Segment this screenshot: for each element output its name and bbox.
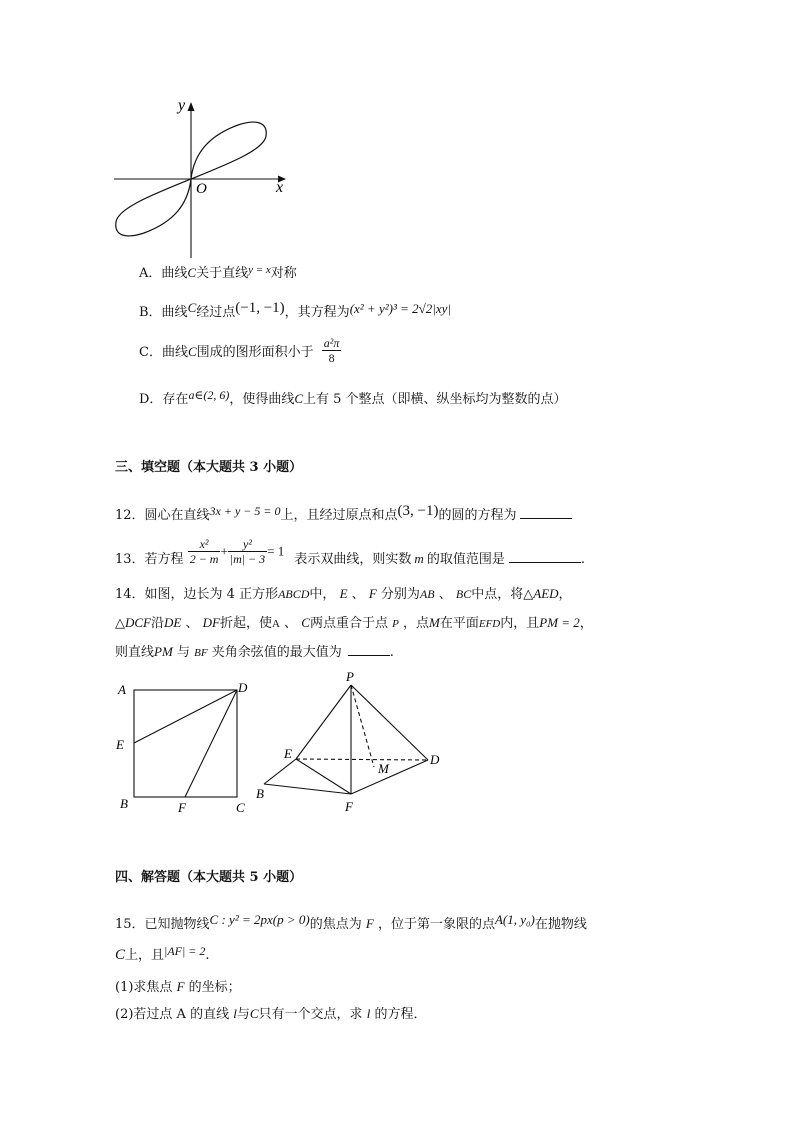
edge-fd — [351, 760, 428, 794]
label-c: C — [236, 800, 245, 815]
answer-blank-13[interactable] — [509, 550, 581, 563]
label-e: E — [116, 737, 124, 752]
question-15-line-1: 15．已知抛物线C : y² = 2px(p > 0)的焦点为 F ，位于第一象限的点A(1, y₀)在抛物线 — [115, 912, 587, 932]
question-14-line-1: 14．如图，边长为 4 正方形ABCD中， E 、 F 分别为AB 、 BC中点，将△AED， — [115, 586, 572, 602]
segment-ed — [134, 690, 237, 743]
section-3-heading: 三、填空题（本大题共 3 小题） — [115, 460, 303, 475]
curve-lobe-upper — [191, 122, 266, 179]
label-b: B — [120, 796, 128, 811]
origin-label: O — [196, 181, 207, 197]
pyramid-figure — [250, 668, 450, 818]
option-d: D．存在a∈(2, 6)，使得曲线C上有 5 个整点（即横、纵坐标均为整数的点） — [139, 388, 567, 407]
question-14-line-2: △DCF沿DE 、 DF折起，使A 、 C两点重合于点 P ，点M在平面EFD内，且PM = 2， — [115, 615, 593, 631]
label-d: D — [238, 680, 248, 695]
question-12: 12．圆心在直线3x + y − 5 = 0上，且经过原点和点(3, −1)的圆的方程为 — [115, 503, 572, 523]
label-d: D — [430, 752, 440, 767]
question-15-part-1: (1)求焦点 F 的坐标； — [115, 979, 241, 995]
question-14-line-3: 则直线PM 与 BF 夹角余弦值的最大值为 . — [115, 644, 394, 660]
curve-figure — [110, 92, 300, 262]
edge-ed — [296, 759, 428, 760]
answer-blank-14[interactable] — [348, 643, 390, 656]
y-axis-label: y — [178, 97, 186, 114]
label-b: B — [256, 786, 264, 801]
segment-fd — [185, 690, 237, 797]
square-figure — [112, 680, 262, 820]
label-a: A — [118, 682, 126, 697]
label-f: F — [178, 800, 186, 815]
segment-pm — [351, 685, 374, 767]
question-15-part-2: (2)若过点 A 的直线 l与C只有一个交点，求 l 的方程． — [115, 1006, 427, 1022]
option-b: B．曲线C经过点(−1, −1)，其方程为(x² + y²)³ = 2√2|xy| — [139, 300, 451, 320]
edge-pd — [351, 685, 428, 760]
question-15-line-2: C上，且|AF| = 2. — [115, 944, 210, 963]
x-axis-label: x — [276, 179, 284, 196]
edge-be — [264, 759, 296, 784]
option-c: C．曲线C围成的图形面积小于 $\frac{\text{a²π}}{8}$ — [139, 336, 340, 365]
question-13: 13．若方程 $\frac{\text{x²}}{2 - m}$ + $\frac{\text{y²}}{|m| - 3}$ = 1 表示双曲线，则实数 m 的取值范围是 . — [115, 537, 585, 567]
label-e: E — [284, 746, 292, 761]
label-p: P — [346, 669, 354, 684]
curve-lobe-lower — [116, 179, 191, 236]
edge-pe — [296, 685, 351, 759]
label-f: F — [345, 799, 353, 814]
section-4-heading: 四、解答题（本大题共 5 小题） — [115, 870, 303, 885]
answer-blank-12[interactable] — [520, 506, 572, 519]
square-abcd — [134, 690, 237, 797]
label-m: M — [378, 761, 389, 776]
y-axis-arrow — [188, 102, 195, 111]
option-a: A．曲线C关于直线$^{y = x}$对称 — [139, 264, 297, 281]
